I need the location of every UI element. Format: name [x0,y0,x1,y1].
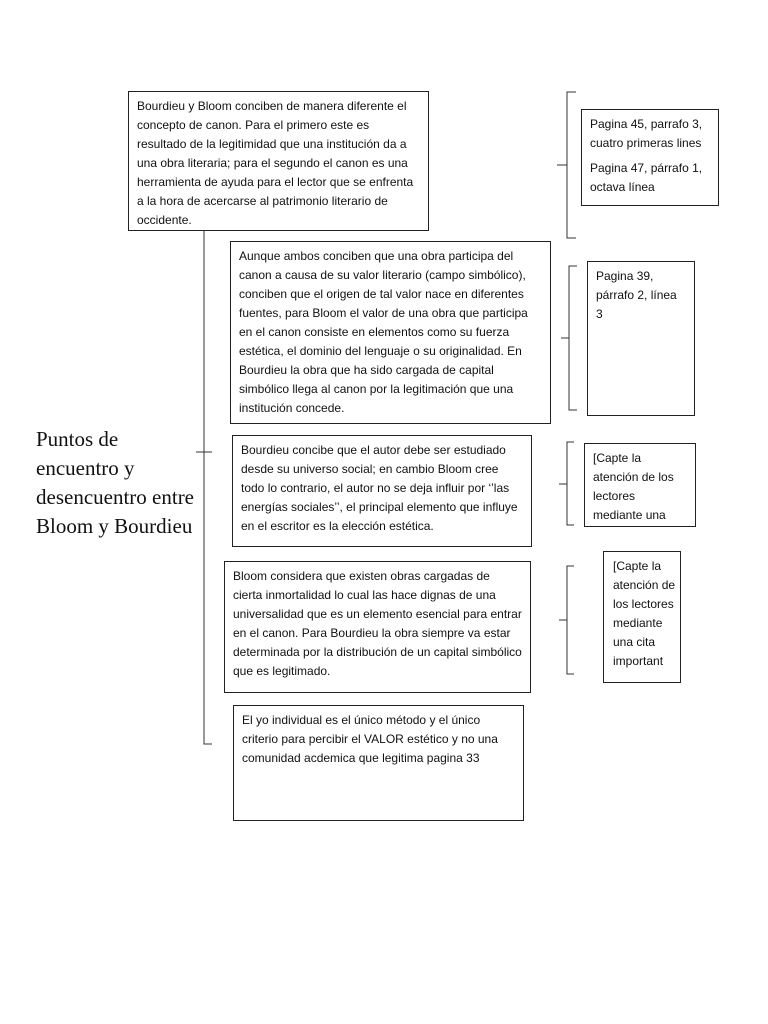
point-box-5 [233,705,524,821]
brace-4 [559,566,574,674]
note-box-3 [584,443,696,527]
point-box-2 [230,241,551,424]
note-box-2 [587,261,695,416]
point-box-4 [224,561,531,693]
note-1-line-2: Pagina 47, párrafo 1, octava línea [590,161,703,194]
point-box-1 [128,91,429,231]
note-4-line-1: [Capte la atención de los lectores mediante una cita important [613,559,676,668]
note-1-line-1: Pagina 45, parrafo 3, cuatro primeras lines [590,117,703,150]
note-box-1 [581,109,719,206]
point-box-3 [232,435,532,547]
note-box-4 [603,551,681,683]
brace-2 [561,266,577,410]
point-text-4: Bloom considera que existen obras cargadas de cierta inmortalidad lo cual las hace dignas de una universalidad que es un elemento esencial para entrar en el canon. Para Bourdieu la obra siempre va estar determinada por la distribución de un capital simbólico que es legitimado. [233,569,522,678]
point-text-1: Bourdieu y Bloom conciben de manera diferente el concepto de canon. Para el primero este es resultado de la legitimidad que una institución da a una obra literaria; para el segundo el canon es una herramienta de ayuda para el lector que se enfrenta a la hora de acercarse al patrimonio literario de occidente. [137,99,414,227]
point-text-2: Aunque ambos conciben que una obra participa del canon a causa de su valor literario (campo simbólico), conciben que el origen de tal valor nace en diferentes fuentes, para Bloom el valor de una obra que participa en el canon consiste en elementos como su fuerza estética, el dominio del lenguaje o su originalidad. En Bourdieu la obra que ha sido cargada de capital simbólico llega al canon por la legitimación que una institución concede. [239,249,528,415]
note-2-line-1: Pagina 39, párrafo 2, línea 3 [596,269,677,321]
note-3-line-1: [Capte la atención de los lectores mediante una [593,451,674,522]
point-text-5: El yo individual es el único método y el único criterio para percibir el VALOR estético y no una comunidad acdemica que legitima pagina 33 [242,713,498,765]
brace-1 [557,92,576,238]
diagram-title: Puntos de encuentro y desencuentro entre Bloom y Bourdieu [36,427,195,538]
main-spine [204,230,212,744]
brace-3 [559,442,574,525]
point-text-3: Bourdieu concibe que el autor debe ser estudiado desde su universo social; en cambio Bloom cree todo lo contrario, el autor no se deja influir por ‘’las energías sociales’’, el principal elemento que influye en el escritor es la elección estética. [241,443,518,533]
